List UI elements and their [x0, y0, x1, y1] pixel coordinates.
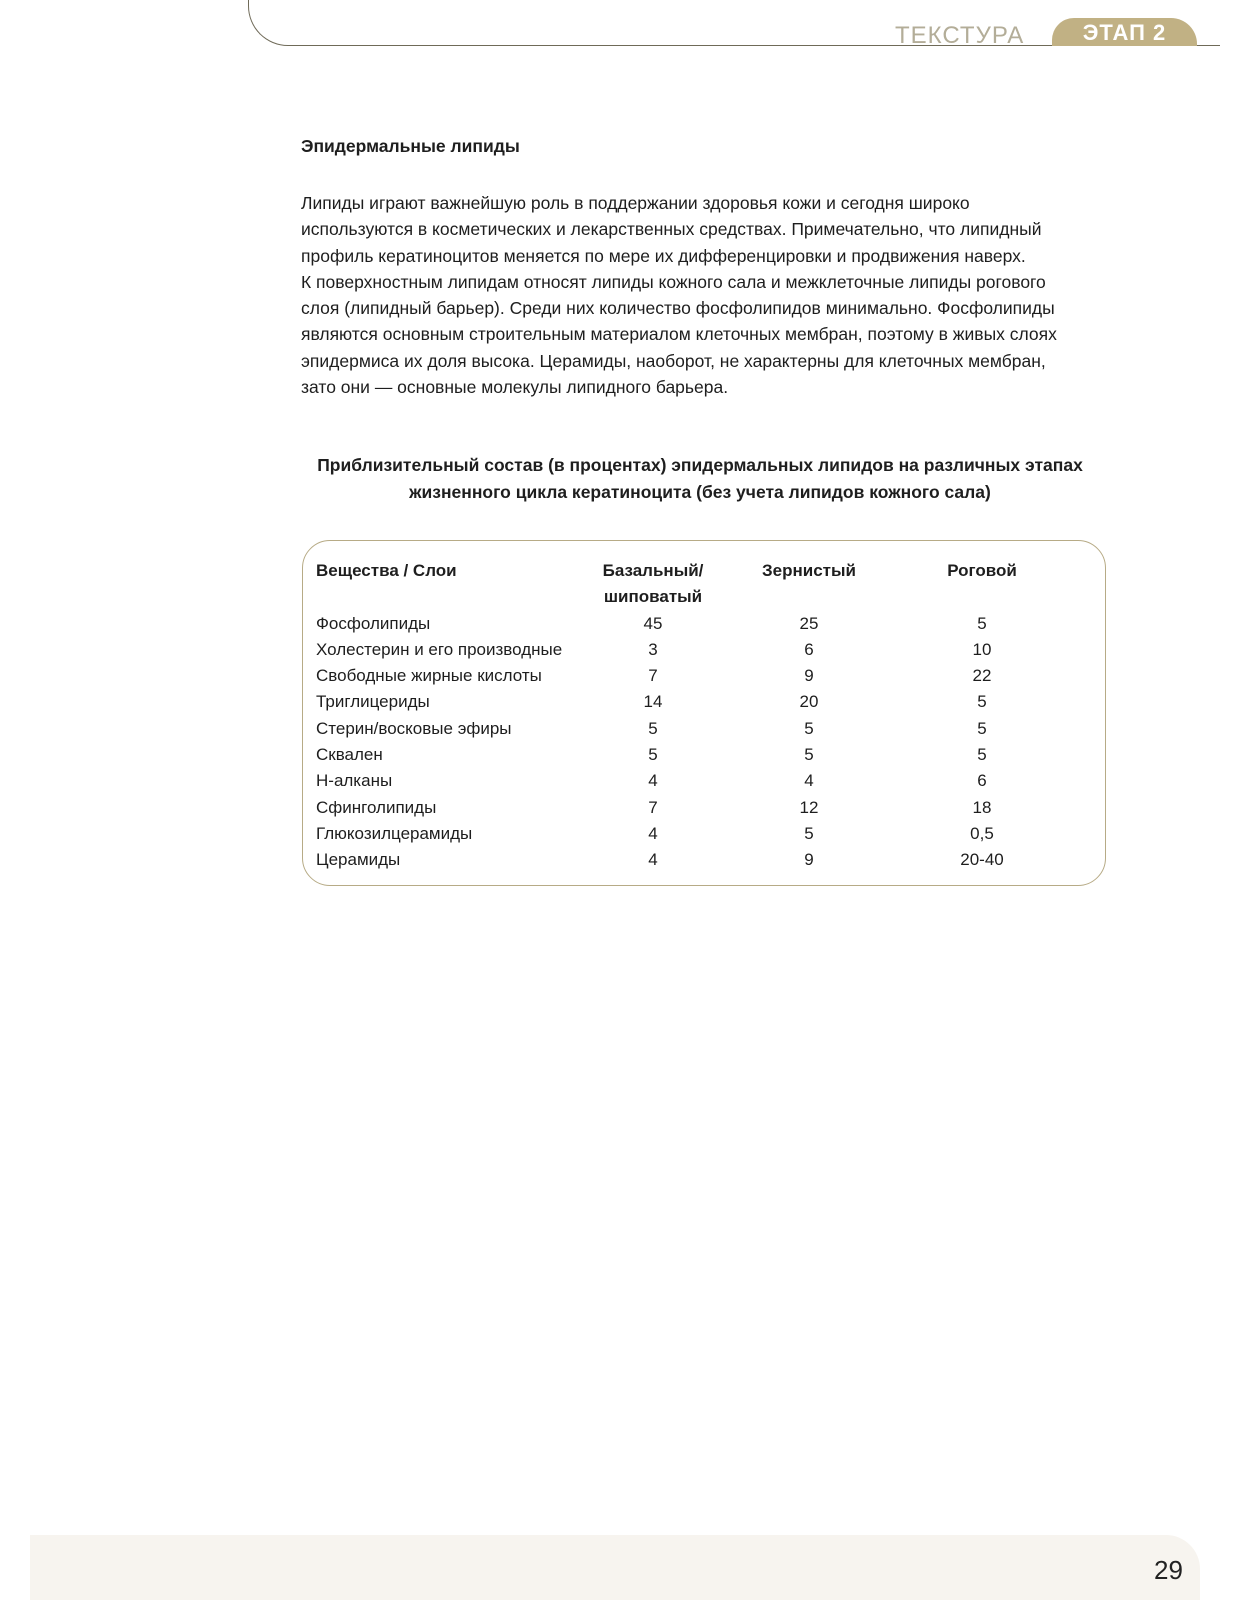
- table-header-row: [316, 558, 1068, 611]
- table-row: [316, 742, 1068, 768]
- cell-granular: 9: [804, 666, 814, 686]
- row-name: Церамиды: [316, 850, 401, 870]
- table-row: [316, 768, 1068, 794]
- cell-granular: 12: [799, 797, 819, 817]
- table-row: [316, 637, 1068, 663]
- cell-basal: 4: [648, 771, 658, 791]
- cell-granular: 9: [804, 850, 814, 870]
- header-basal-line2: шиповатый: [603, 587, 703, 607]
- cell-horny: 0,5: [970, 823, 994, 843]
- cell-granular: 25: [799, 613, 819, 633]
- row-name: Сквален: [316, 745, 383, 765]
- row-name: Стерин/восковые эфиры: [316, 718, 512, 738]
- caption-line: жизненного цикла кератиноцита (без учета липидов кожного сала): [409, 482, 991, 502]
- header-horny: Роговой: [947, 561, 1017, 580]
- row-name: Сфинголипиды: [316, 797, 437, 817]
- cell-horny: 6: [977, 771, 987, 791]
- cell-granular: 6: [804, 639, 814, 659]
- cell-basal: 3: [648, 639, 658, 659]
- cell-granular: 5: [804, 745, 814, 765]
- cell-basal: 45: [643, 613, 663, 633]
- cell-horny: 5: [977, 718, 987, 738]
- header-basal: [584, 558, 722, 611]
- paragraph-line: используются в косметических и лекарственных средствах. Примечательно, что липидный: [301, 219, 1042, 240]
- row-name: Фосфолипиды: [316, 613, 431, 633]
- cell-basal: 14: [643, 692, 663, 712]
- paragraph-line: зато они — основные молекулы липидного барьера.: [301, 377, 729, 398]
- lipid-composition-table: [316, 558, 1068, 874]
- cell-horny: 5: [977, 613, 987, 633]
- cell-basal: 7: [648, 797, 658, 817]
- table-row: [316, 663, 1068, 689]
- table-row: [316, 716, 1068, 742]
- cell-basal: 4: [648, 850, 658, 870]
- cell-horny: 5: [977, 745, 987, 765]
- row-name: Свободные жирные кислоты: [316, 666, 542, 686]
- cell-granular: 5: [804, 823, 814, 843]
- header-substances: Вещества / Слои: [316, 561, 457, 580]
- header-basal-line1: Базальный/: [602, 561, 704, 580]
- table-row: [316, 795, 1068, 821]
- caption-line: Приблизительный состав (в процентах) эпидермальных липидов на различных этапах: [317, 455, 1083, 475]
- table-row: [316, 611, 1068, 637]
- table-caption: [300, 452, 1100, 506]
- cell-horny: 20-40: [960, 850, 1004, 870]
- row-name: Триглицериды: [316, 692, 430, 712]
- footer-band: [30, 1535, 1200, 1600]
- cell-basal: 5: [648, 745, 658, 765]
- paragraph-line: профиль кератиноцитов меняется по мере их дифференцировки и продвижения наверх.: [301, 245, 1026, 266]
- cell-basal: 4: [648, 823, 658, 843]
- table-row: [316, 821, 1068, 847]
- page-number: 29: [1154, 1555, 1183, 1585]
- body-paragraph: [301, 190, 1101, 400]
- row-name: Холестерин и его производные: [316, 639, 563, 659]
- paragraph-line: слоя (липидный барьер). Среди них количество фосфолипидов минимально. Фосфолипиды: [301, 298, 1055, 319]
- header-granular: Зернистый: [762, 561, 856, 580]
- table-row: [316, 847, 1068, 873]
- cell-granular: 4: [804, 771, 814, 791]
- cell-granular: 5: [804, 718, 814, 738]
- paragraph-line: К поверхностным липидам относят липиды кожного сала и межклеточные липиды рогового: [301, 271, 1046, 292]
- table-row: [316, 689, 1068, 715]
- cell-horny: 10: [972, 639, 992, 659]
- cell-basal: 5: [648, 718, 658, 738]
- cell-basal: 7: [648, 666, 658, 686]
- cell-horny: 22: [972, 666, 992, 686]
- row-name: Глюкозилцерамиды: [316, 823, 473, 843]
- cell-horny: 5: [977, 692, 987, 712]
- cell-granular: 20: [799, 692, 819, 712]
- paragraph-line: являются основным строительным материалом клеточных мембран, поэтому в живых слоях: [301, 324, 1057, 345]
- section-heading: Эпидермальные липиды: [301, 136, 520, 156]
- cell-horny: 18: [972, 797, 992, 817]
- section-label: ТЕКСТУРА: [895, 22, 1025, 49]
- row-name: Н-алканы: [316, 771, 393, 791]
- paragraph-line: Липиды играют важнейшую роль в поддержании здоровья кожи и сегодня широко: [301, 193, 970, 213]
- stage-tab: ЭТАП 2: [1052, 18, 1197, 46]
- paragraph-line: эпидермиса их доля высока. Церамиды, наоборот, не характерны для клеточных мембран,: [301, 350, 1046, 371]
